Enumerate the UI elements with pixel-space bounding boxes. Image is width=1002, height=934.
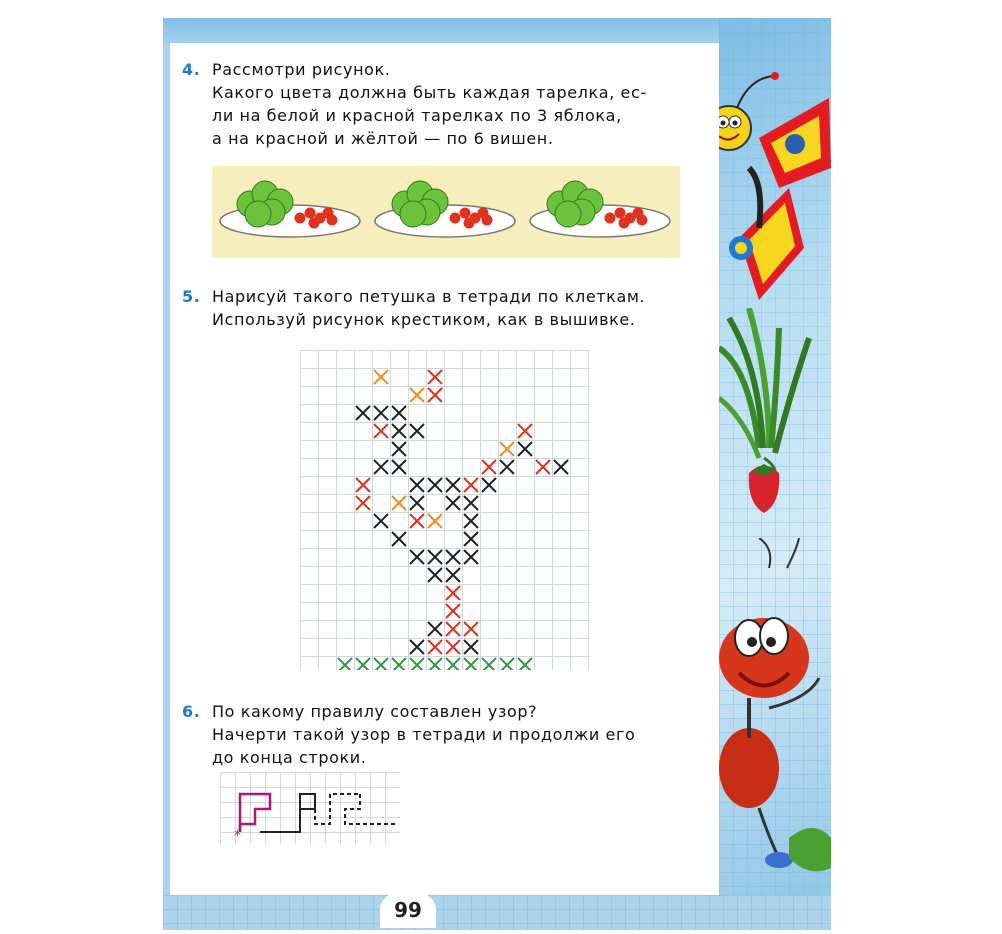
stitch-cross — [428, 622, 442, 636]
stitch-cross — [464, 478, 478, 492]
stitch-cross — [428, 640, 442, 654]
stitch-cross — [464, 514, 478, 528]
stitch-cross — [392, 532, 406, 546]
stitch-cross — [446, 604, 460, 618]
stitch-cross — [482, 658, 496, 670]
stitch-cross — [410, 424, 424, 438]
stitch-cross — [536, 460, 550, 474]
task-text-line: По какому правилу составлен узор? — [212, 702, 538, 721]
stitch-cross — [428, 370, 442, 384]
stitch-cross — [392, 424, 406, 438]
stitch-cross — [446, 568, 460, 582]
stitch-cross — [446, 640, 460, 654]
stitch-cross — [446, 586, 460, 600]
stitch-cross — [464, 496, 478, 510]
task-text-line: ли на белой и красной тарелках по 3 яблока, — [212, 106, 622, 125]
stitch-cross — [446, 658, 460, 670]
stitch-cross — [392, 460, 406, 474]
stitch-cross — [356, 658, 370, 670]
task-number: 4. — [182, 60, 201, 79]
ant-icon — [719, 538, 831, 898]
page-number: 99 — [380, 890, 436, 928]
stitch-cross — [464, 640, 478, 654]
stitch-cross — [464, 658, 478, 670]
stitch-cross — [410, 658, 424, 670]
stitch-cross — [428, 388, 442, 402]
cross-stitch-rooster — [300, 350, 590, 670]
meander-pattern — [220, 772, 400, 844]
stitch-cross — [464, 622, 478, 636]
stitch-cross — [338, 658, 352, 670]
stitch-cross — [482, 460, 496, 474]
stitch-cross — [500, 442, 514, 456]
plates-illustration — [212, 166, 680, 258]
stitch-cross — [374, 424, 388, 438]
stitch-cross — [518, 658, 532, 670]
stitch-cross — [374, 514, 388, 528]
stitch-cross — [500, 658, 514, 670]
plate-with-fruit — [530, 181, 670, 237]
stitch-cross — [428, 658, 442, 670]
pattern-grid — [220, 772, 400, 844]
stitch-cross — [374, 460, 388, 474]
stitch-cross — [410, 550, 424, 564]
stitch-cross — [392, 442, 406, 456]
page-bottom-strip — [163, 895, 831, 930]
plate-with-fruit — [375, 181, 515, 237]
stitch-cross — [446, 622, 460, 636]
stitch-cross — [392, 658, 406, 670]
stitch-cross — [464, 550, 478, 564]
stitch-cross — [374, 406, 388, 420]
task-number: 6. — [182, 702, 201, 721]
task-text-line: Начерти такой узор в тетради и продолжи его — [212, 725, 636, 744]
stitch-cross — [374, 658, 388, 670]
stitch-cross — [410, 388, 424, 402]
stitch-cross — [392, 496, 406, 510]
stitch-cross — [428, 568, 442, 582]
stitch-cross — [446, 478, 460, 492]
stitch-cross — [410, 514, 424, 528]
rooster-grid — [300, 350, 590, 670]
stitch-cross — [410, 496, 424, 510]
stitch-cross — [464, 532, 478, 546]
grass-with-strawberry — [719, 308, 831, 528]
plate-with-fruit — [220, 181, 360, 237]
task-4 — [182, 58, 692, 154]
task-5 — [182, 285, 692, 335]
stitch-cross — [428, 550, 442, 564]
stitch-cross — [446, 496, 460, 510]
task-text-line: Нарисуй такого петушка в тетради по клеткам. — [212, 287, 646, 306]
side-decoration-panel — [719, 18, 831, 930]
stitch-cross — [410, 478, 424, 492]
task-text-line: Рассмотри рисунок. — [212, 60, 391, 79]
task-text-line: до конца строки. — [212, 748, 367, 767]
stitch-cross — [410, 640, 424, 654]
stitch-cross — [356, 496, 370, 510]
butterfly-icon — [719, 18, 831, 318]
stitch-cross — [374, 370, 388, 384]
stitch-cross — [428, 514, 442, 528]
task-text-line: Используй рисунок крестиком, как в вышивке. — [212, 310, 636, 329]
task-text-line: Какого цвета должна быть каждая тарелка, ес- — [212, 83, 647, 102]
stitch-cross — [356, 478, 370, 492]
stitch-cross — [446, 550, 460, 564]
stitch-cross — [392, 406, 406, 420]
stitch-cross — [356, 406, 370, 420]
stitch-cross — [500, 460, 514, 474]
task-number: 5. — [182, 287, 201, 306]
task-6 — [182, 700, 692, 772]
stitch-cross — [518, 424, 532, 438]
stitch-cross — [518, 442, 532, 456]
stitch-cross — [428, 478, 442, 492]
svg-text:*: * — [234, 828, 241, 844]
task-text-line: а на красной и жёлтой — по 6 вишен. — [212, 129, 554, 148]
stitch-cross — [554, 460, 568, 474]
stitch-cross — [482, 478, 496, 492]
